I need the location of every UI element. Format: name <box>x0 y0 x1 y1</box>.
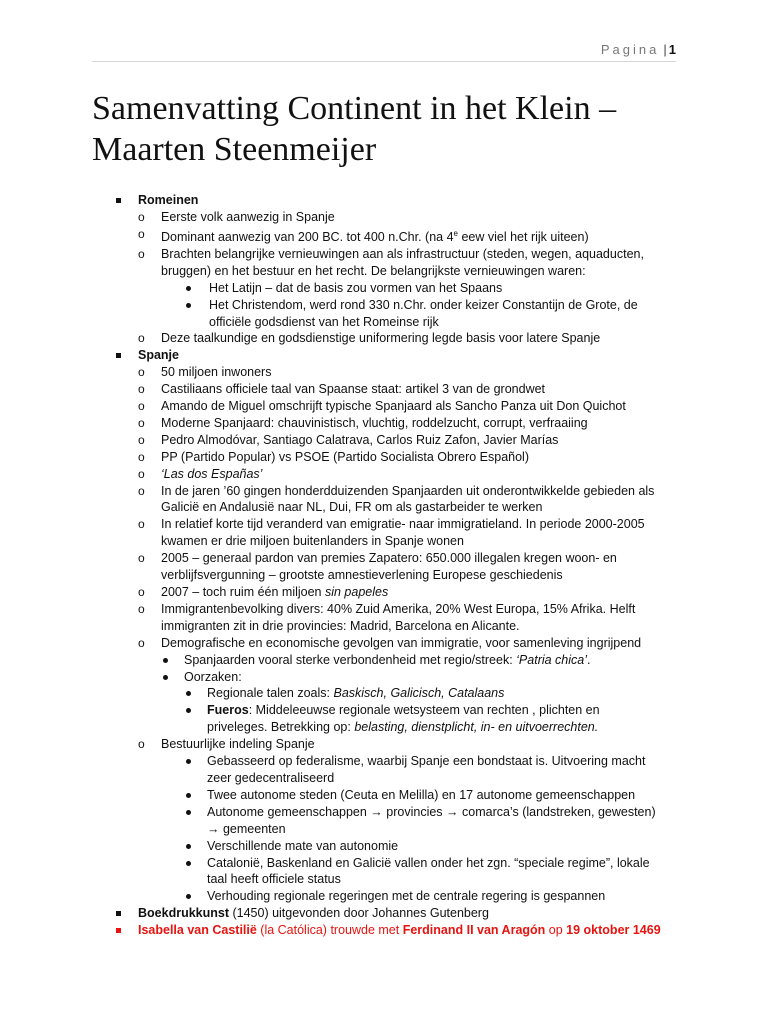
list-item-text <box>161 432 768 449</box>
list-item <box>0 330 768 347</box>
list-item-text <box>209 314 768 331</box>
text-segment: In relatief korte tijd veranderd van emigratie- naar immigratieland. In periode 2000-2005 <box>161 517 645 532</box>
text-segment: Baskisch, Galicisch, Catalaans <box>333 686 505 701</box>
list-item-text <box>161 209 768 226</box>
text-segment: priveleges. Betrekking op: <box>207 720 355 735</box>
list-item-text <box>207 871 768 888</box>
text-segment: Fueros <box>207 703 249 718</box>
text-segment: Demografische en economische gevolgen van immigratie, voor samenleving ingrijpend <box>161 635 642 650</box>
list-item <box>0 736 768 753</box>
text-segment: e <box>453 228 458 238</box>
text-segment: Gebasseerd op federalisme, waarbij Spanje een bondstaat is. Uitvoering macht <box>207 754 646 769</box>
text-segment: sin papeles <box>324 585 389 599</box>
text-segment: Brachten belangrijke vernieuwingen aan als infrastructuur (steden, wegen, aquaducten, <box>161 246 644 261</box>
list-item-text <box>161 226 768 246</box>
text-segment: Twee autonome steden (Ceuta en Melilla) en 17 autonome gemeenschappen <box>207 787 636 802</box>
text-segment: : Middeleeuwse regionale wetsysteem van rechten , plichten en <box>248 703 600 718</box>
circle-bullet-icon: o <box>138 551 145 566</box>
text-segment: Amando de Miguel omschrijft typische Spanjaard als Sancho Panza uit Don Quichot <box>161 399 626 414</box>
square-bullet-icon <box>116 911 121 916</box>
text-segment: 2005 – generaal pardon van premies Zapatero: 650.000 illegalen kregen woon- en <box>161 551 617 566</box>
text-segment: Castiliaans officiele taal van Spaanse staat: artikel 3 van de grondwet <box>161 382 546 397</box>
square-bullet-icon <box>116 353 121 358</box>
list-item-text <box>161 736 768 753</box>
text-segment: Moderne Spanjaard: chauvinistisch, vluchtig, roddelzucht, corrupt, verfraaiing <box>161 415 588 430</box>
list-item <box>0 533 768 550</box>
text-segment: → gemeenten <box>207 821 286 836</box>
list-item-text <box>161 449 768 466</box>
text-segment: eew viel het rijk uiteen) <box>458 229 589 244</box>
text-segment: Immigrantenbevolking divers: 40% Zuid Amerika, 20% West Europa, 15% Afrika. Helft <box>161 601 636 616</box>
page-header <box>601 42 676 57</box>
list-item <box>0 685 768 702</box>
dot-bullet-icon <box>186 793 191 798</box>
circle-bullet-icon: o <box>138 635 145 650</box>
dot-bullet-icon <box>186 691 191 696</box>
list-item-text <box>161 364 768 381</box>
text-segment: Oorzaken: <box>184 669 242 684</box>
list-item <box>0 483 768 500</box>
circle-bullet-icon: o <box>138 399 145 414</box>
dot-bullet-icon <box>186 844 191 849</box>
list-item <box>0 192 768 209</box>
list-item-text <box>207 719 768 736</box>
text-segment: Spanje <box>138 348 179 363</box>
text-segment: ‘Las dos Españas’ <box>161 466 263 481</box>
text-segment: ‘Patria chica’ <box>516 652 588 667</box>
circle-bullet-icon: o <box>138 415 145 430</box>
list-item-text <box>161 381 768 398</box>
circle-bullet-icon: o <box>138 382 145 397</box>
list-item-text <box>161 499 768 516</box>
text-segment: (1450) uitgevonden door Johannes Gutenberg <box>229 906 489 921</box>
list-item <box>0 466 768 483</box>
list-item-text <box>161 550 768 567</box>
list-item <box>0 618 768 635</box>
list-item-text <box>184 652 768 669</box>
circle-bullet-icon: o <box>138 483 145 498</box>
list-item <box>0 922 768 939</box>
list-item-text <box>138 192 768 209</box>
list-item-text <box>207 855 768 872</box>
square-bullet-icon <box>116 198 121 203</box>
dot-bullet-icon <box>163 675 168 680</box>
list-item <box>0 550 768 567</box>
text-segment: Het Latijn – dat de basis zou vormen van het Spaans <box>209 280 503 295</box>
list-item-text <box>207 787 768 804</box>
list-item-text <box>209 280 768 297</box>
list-item <box>0 888 768 905</box>
title-line-2: Maarten Steenmeijer <box>92 131 377 168</box>
list-item <box>0 297 768 314</box>
dot-bullet-icon <box>186 894 191 899</box>
page-label: Pagina <box>600 42 660 57</box>
list-item <box>0 449 768 466</box>
list-item <box>0 669 768 686</box>
list-item-text <box>161 516 768 533</box>
text-segment: 19 oktober 1469 <box>566 923 661 938</box>
text-segment: Het Christendom, werd rond 330 n.Chr. onder keizer Constantijn de Grote, de <box>209 297 638 312</box>
list-item-text <box>207 804 768 821</box>
list-item <box>0 838 768 855</box>
circle-bullet-icon: o <box>138 449 145 464</box>
list-item-text <box>209 297 768 314</box>
list-item-text <box>207 702 768 719</box>
text-segment: (la Católica) trouwde met <box>256 923 403 938</box>
dot-bullet-icon <box>186 286 191 291</box>
dot-bullet-icon <box>163 658 168 663</box>
text-segment: zeer gedecentraliseerd <box>207 770 335 785</box>
list-item <box>0 347 768 364</box>
list-item <box>0 516 768 533</box>
list-item-text <box>138 347 768 364</box>
text-segment: Verhouding regionale regeringen met de centrale regering is gespannen <box>207 889 606 904</box>
list-item-text <box>184 669 768 686</box>
list-item-text <box>161 466 768 483</box>
list-item-text <box>161 246 768 263</box>
circle-bullet-icon: o <box>138 365 145 380</box>
circle-bullet-icon: o <box>138 246 145 261</box>
list-item-text <box>161 263 768 280</box>
list-item <box>0 432 768 449</box>
text-segment: op <box>545 923 567 938</box>
header-rule <box>92 61 676 62</box>
list-item <box>0 855 768 872</box>
text-segment: PP (Partido Popular) vs PSOE (Partido Socialista Obrero Español) <box>161 449 529 464</box>
list-item <box>0 652 768 669</box>
text-segment: Spanjaarden vooral sterke verbondenheid met regio/streek: <box>184 652 517 667</box>
text-segment: 2007 – toch ruim één miljoen <box>161 585 325 599</box>
circle-bullet-icon: o <box>138 209 145 224</box>
text-segment: Autonome gemeenschappen → provincies → comarca’s (landstreken, gewesten) <box>207 804 656 819</box>
list-item <box>0 246 768 263</box>
text-segment: Romeinen <box>138 193 199 207</box>
list-item-text <box>207 753 768 770</box>
list-item <box>0 770 768 787</box>
list-item <box>0 499 768 516</box>
list-item-text <box>161 415 768 432</box>
circle-bullet-icon: o <box>138 585 145 599</box>
dot-bullet-icon <box>186 810 191 815</box>
list-item <box>0 263 768 280</box>
text-segment: Catalonië, Baskenland en Galicië vallen onder het zgn. “speciale regime”, lokale <box>207 855 650 870</box>
text-segment: Isabella van Castilië <box>138 923 257 938</box>
text-segment: bruggen) en het bestuur en het recht. De belangrijkste vernieuwingen waren: <box>161 263 586 278</box>
list-item-text <box>207 888 768 905</box>
list-item <box>0 871 768 888</box>
list-item-text <box>138 905 768 922</box>
list-item <box>0 905 768 922</box>
list-item-text <box>161 533 768 550</box>
text-segment: Boekdrukkunst <box>138 906 229 921</box>
text-segment: kwamen er drie miljoen buitenlanders in Spanje wonen <box>161 534 464 549</box>
text-segment: officiële godsdienst van het Romeinse rijk <box>209 314 439 329</box>
text-segment: belasting, dienstplicht, in- en uitvoerrechten. <box>354 720 599 735</box>
list-item <box>0 567 768 584</box>
list-item-text <box>207 821 768 838</box>
list-item <box>0 209 768 226</box>
list-item <box>0 280 768 297</box>
list-item-text <box>138 922 768 939</box>
list-item <box>0 364 768 381</box>
list-item <box>0 719 768 736</box>
list-item-text <box>161 601 768 618</box>
circle-bullet-icon: o <box>138 432 145 447</box>
text-segment: Deze taalkundige en godsdienstige uniformering legde basis voor latere Spanje <box>161 331 601 346</box>
dot-bullet-icon <box>186 303 191 308</box>
square-bullet-icon <box>116 928 121 933</box>
title-line-1: Samenvatting Continent in het Klein – <box>92 90 617 127</box>
text-segment: Regionale talen zoals: <box>207 686 334 701</box>
list-item-text <box>161 398 768 415</box>
list-item-text <box>207 685 768 702</box>
list-item-text <box>161 567 768 584</box>
text-segment: Galicië en Andalusië naar NL, Dui, FR om als gastarbeider te werken <box>161 500 543 515</box>
list-item <box>0 804 768 821</box>
document-title <box>92 88 692 170</box>
text-segment: immigranten zit in drie provincies: Madrid, Barcelona en Alicante. <box>161 618 520 633</box>
list-item-text <box>161 618 768 635</box>
circle-bullet-icon: o <box>138 466 145 481</box>
list-item <box>0 226 768 246</box>
text-segment: In de jaren ’60 gingen honderdduizenden Spanjaarden uit onderontwikkelde gebieden als <box>161 483 655 498</box>
text-segment: taal heeft officiele status <box>207 872 341 887</box>
circle-bullet-icon: o <box>138 601 145 616</box>
list-item <box>0 635 768 652</box>
text-segment: verblijfsvergunning – grootste amnestieverlening Europese geschiedenis <box>161 568 563 583</box>
list-item <box>0 601 768 618</box>
dot-bullet-icon <box>186 861 191 866</box>
text-segment: Ferdinand II van Aragón <box>402 923 546 938</box>
list-item-text <box>161 584 768 601</box>
list-item <box>0 702 768 719</box>
list-item <box>0 381 768 398</box>
dot-bullet-icon <box>186 708 191 713</box>
text-segment: Bestuurlijke indeling Spanje <box>161 737 315 752</box>
text-segment: Pedro Almodóvar, Santiago Calatrava, Carlos Ruiz Zafon, Javier Marías <box>161 432 559 447</box>
text-segment: . <box>587 652 591 667</box>
list-item-text <box>207 770 768 787</box>
list-item <box>0 415 768 432</box>
list-item-text <box>161 483 768 500</box>
circle-bullet-icon: o <box>138 331 145 346</box>
list-item-text <box>207 838 768 855</box>
text-segment: 50 miljoen inwoners <box>161 365 272 380</box>
circle-bullet-icon: o <box>138 517 145 532</box>
text-segment: Verschillende mate van autonomie <box>207 838 399 853</box>
dot-bullet-icon <box>186 759 191 764</box>
list-item <box>0 314 768 331</box>
list-item <box>0 787 768 804</box>
list-item-text <box>161 330 768 347</box>
circle-bullet-icon: o <box>138 226 145 241</box>
bullet-list <box>0 192 768 939</box>
page-number: 1 <box>668 42 676 57</box>
list-item <box>0 584 768 601</box>
circle-bullet-icon: o <box>138 737 145 752</box>
page-separator: | <box>663 42 667 57</box>
list-item-text <box>161 635 768 652</box>
text-segment: Eerste volk aanwezig in Spanje <box>161 209 335 224</box>
list-item <box>0 821 768 838</box>
list-item <box>0 398 768 415</box>
list-item <box>0 753 768 770</box>
text-segment: Dominant aanwezig van 200 BC. tot 400 n.Chr. (na 4 <box>161 229 454 244</box>
